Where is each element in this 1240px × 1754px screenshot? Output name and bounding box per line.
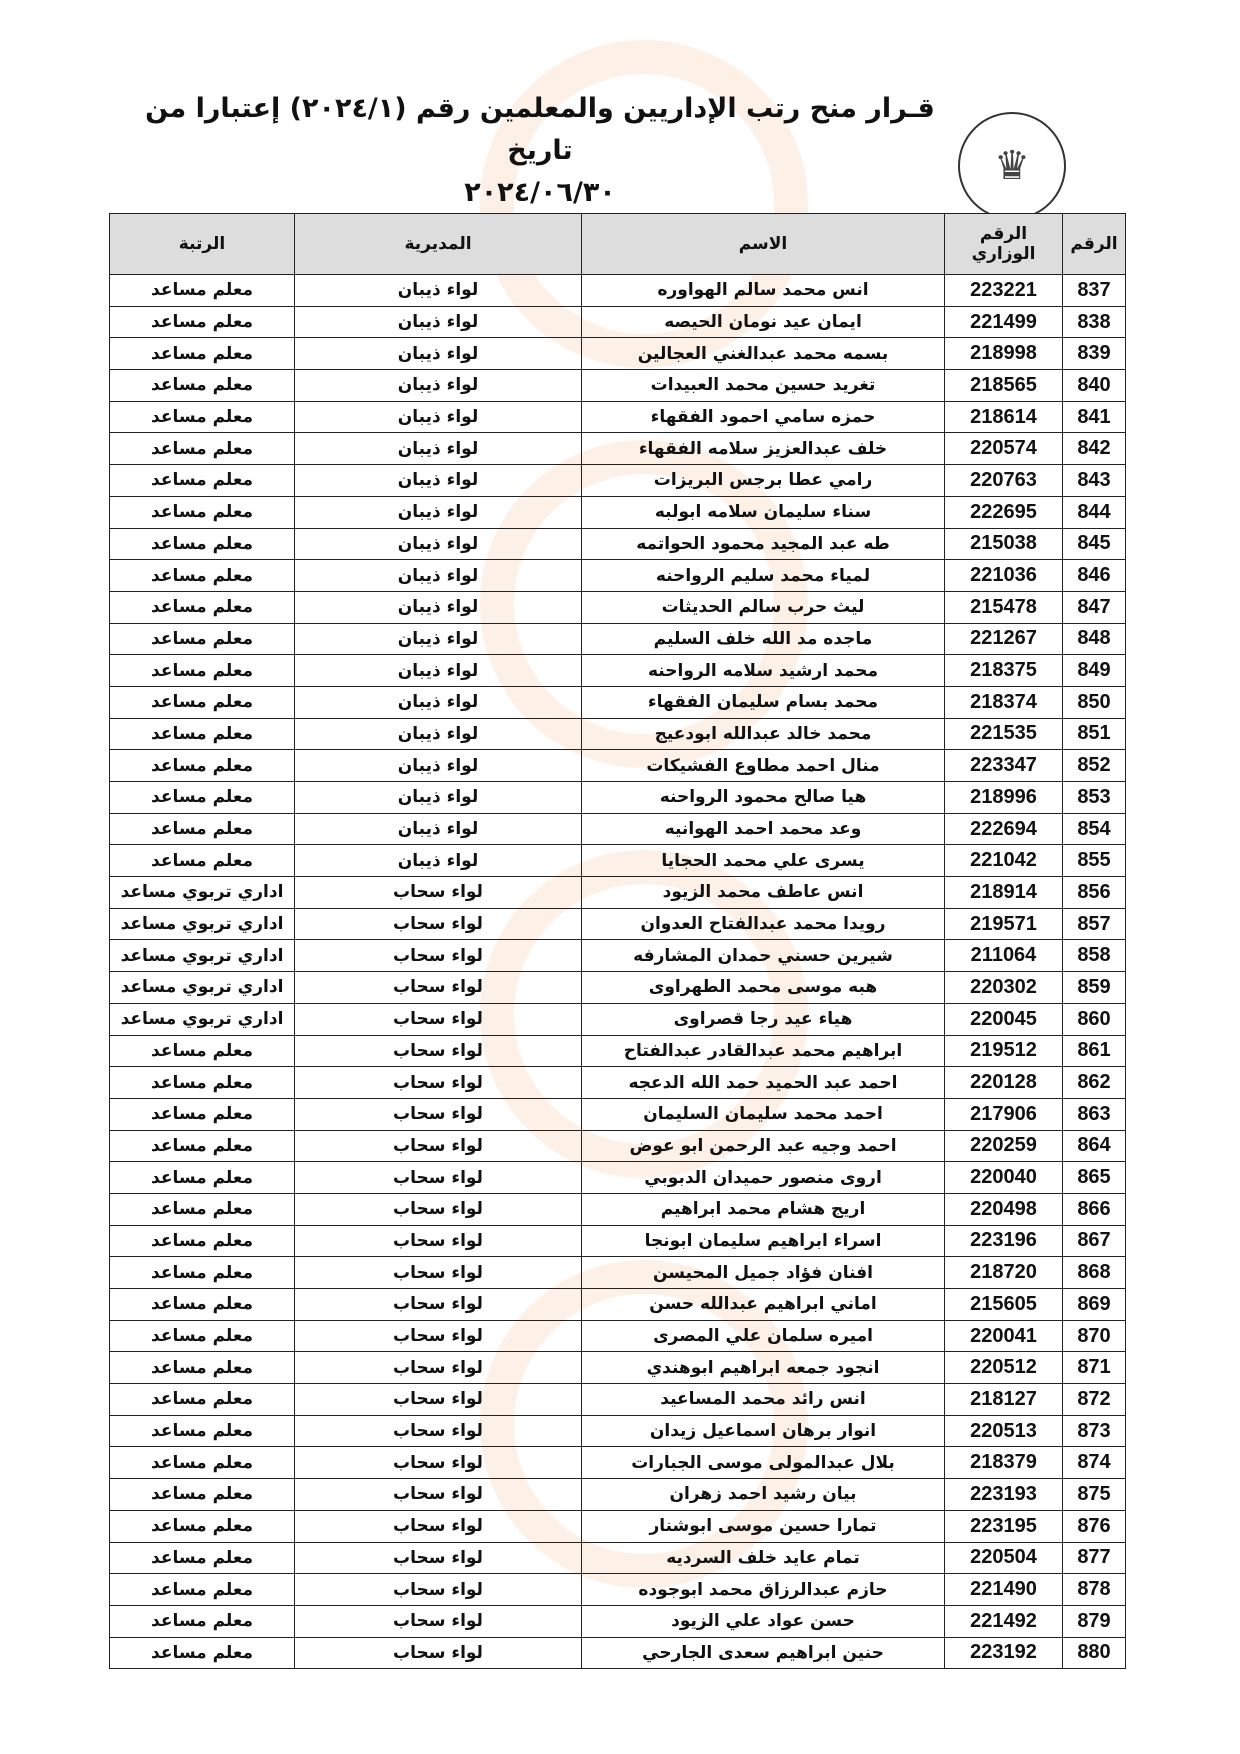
- employee-name-cell: احمد محمد سليمان السليمان: [582, 1098, 945, 1130]
- row-number-cell: 867: [1063, 1225, 1126, 1257]
- employee-name-cell: ماجده مد الله خلف السليم: [582, 623, 945, 655]
- table-row: [110, 750, 1126, 782]
- row-number-cell: 840: [1063, 370, 1126, 402]
- rank-cell: معلم مساعد: [110, 782, 295, 814]
- directorate-cell: لواء سحاب: [295, 1098, 582, 1130]
- ministry-id-cell: 221499: [945, 306, 1063, 338]
- row-number-cell: 868: [1063, 1257, 1126, 1289]
- row-number-cell: 866: [1063, 1193, 1126, 1225]
- rank-cell: معلم مساعد: [110, 1542, 295, 1574]
- rank-cell: اداري تربوي مساعد: [110, 877, 295, 909]
- ministry-id-cell: 222695: [945, 496, 1063, 528]
- employee-name-cell: محمد ارشيد سلامه الرواحنه: [582, 655, 945, 687]
- rank-cell: معلم مساعد: [110, 528, 295, 560]
- rank-cell: معلم مساعد: [110, 1320, 295, 1352]
- table-row: [110, 1447, 1126, 1479]
- table-row: [110, 972, 1126, 1004]
- row-number-cell: 847: [1063, 591, 1126, 623]
- employee-name-cell: اماني ابراهيم عبدالله حسن: [582, 1289, 945, 1321]
- ministry-id-cell: 219571: [945, 908, 1063, 940]
- table-row: [110, 1289, 1126, 1321]
- rank-cell: معلم مساعد: [110, 275, 295, 307]
- rank-cell: معلم مساعد: [110, 1574, 295, 1606]
- document-title: [140, 88, 940, 214]
- row-number-cell: 871: [1063, 1352, 1126, 1384]
- ministry-id-cell: 218379: [945, 1447, 1063, 1479]
- row-number-cell: 877: [1063, 1542, 1126, 1574]
- table-row: [110, 908, 1126, 940]
- rank-cell: معلم مساعد: [110, 845, 295, 877]
- employee-name-cell: تمارا حسين موسى ابوشنار: [582, 1510, 945, 1542]
- rank-cell: معلم مساعد: [110, 370, 295, 402]
- directorate-cell: لواء سحاب: [295, 1479, 582, 1511]
- ministry-id-cell: 215478: [945, 591, 1063, 623]
- table-row: [110, 1257, 1126, 1289]
- row-number-cell: 859: [1063, 972, 1126, 1004]
- employee-name-cell: لمياء محمد سليم الرواحنه: [582, 560, 945, 592]
- rank-cell: معلم مساعد: [110, 1257, 295, 1289]
- ministry-id-cell: 220302: [945, 972, 1063, 1004]
- row-number-cell: 873: [1063, 1415, 1126, 1447]
- rank-cell: اداري تربوي مساعد: [110, 908, 295, 940]
- table-row: [110, 813, 1126, 845]
- row-number-cell: 846: [1063, 560, 1126, 592]
- row-number-cell: 841: [1063, 401, 1126, 433]
- rank-cell: معلم مساعد: [110, 1193, 295, 1225]
- row-number-cell: 876: [1063, 1510, 1126, 1542]
- table-row: [110, 655, 1126, 687]
- row-number-cell: 864: [1063, 1130, 1126, 1162]
- row-number-cell: 870: [1063, 1320, 1126, 1352]
- table-row: [110, 591, 1126, 623]
- rank-cell: معلم مساعد: [110, 338, 295, 370]
- title-date: ٢٠٢٤/٠٦/٣٠: [464, 177, 616, 208]
- table-row: [110, 1542, 1126, 1574]
- ministry-id-cell: 220574: [945, 433, 1063, 465]
- rank-cell: معلم مساعد: [110, 1384, 295, 1416]
- ministry-id-cell: 218996: [945, 782, 1063, 814]
- directorate-cell: لواء سحاب: [295, 1035, 582, 1067]
- table-row: [110, 1510, 1126, 1542]
- ministry-id-cell: 223192: [945, 1637, 1063, 1669]
- row-number-cell: 838: [1063, 306, 1126, 338]
- column-header-directorate: المديرية: [295, 214, 582, 275]
- rank-cell: معلم مساعد: [110, 465, 295, 497]
- directorate-cell: لواء ذيبان: [295, 782, 582, 814]
- table-row: [110, 1003, 1126, 1035]
- row-number-cell: 850: [1063, 686, 1126, 718]
- row-number-cell: 852: [1063, 750, 1126, 782]
- rank-cell: معلم مساعد: [110, 1035, 295, 1067]
- table-row: [110, 1352, 1126, 1384]
- employee-name-cell: رويدا محمد عبدالفتاح العدوان: [582, 908, 945, 940]
- employee-name-cell: بيان رشيد احمد زهران: [582, 1479, 945, 1511]
- employee-name-cell: ابراهيم محمد عبدالقادر عبدالفتاح: [582, 1035, 945, 1067]
- directorate-cell: لواء سحاب: [295, 1542, 582, 1574]
- row-number-cell: 851: [1063, 718, 1126, 750]
- directorate-cell: لواء سحاب: [295, 1162, 582, 1194]
- table-row: [110, 782, 1126, 814]
- directorate-cell: لواء سحاب: [295, 1415, 582, 1447]
- directorate-cell: لواء ذيبان: [295, 306, 582, 338]
- row-number-cell: 839: [1063, 338, 1126, 370]
- table-row: [110, 1162, 1126, 1194]
- table-row: [110, 940, 1126, 972]
- rank-cell: معلم مساعد: [110, 1447, 295, 1479]
- employee-name-cell: يسرى علي محمد الحجايا: [582, 845, 945, 877]
- employee-name-cell: اريج هشام محمد ابراهيم: [582, 1193, 945, 1225]
- ranks-table: [109, 213, 1126, 1669]
- table-row: [110, 1637, 1126, 1669]
- row-number-cell: 860: [1063, 1003, 1126, 1035]
- ministry-id-cell: 220040: [945, 1162, 1063, 1194]
- rank-cell: معلم مساعد: [110, 1289, 295, 1321]
- employee-name-cell: انس محمد سالم الهواوره: [582, 275, 945, 307]
- ministry-id-cell: 222694: [945, 813, 1063, 845]
- ministry-id-cell: 221042: [945, 845, 1063, 877]
- row-number-cell: 858: [1063, 940, 1126, 972]
- directorate-cell: لواء سحاب: [295, 1130, 582, 1162]
- row-number-cell: 872: [1063, 1384, 1126, 1416]
- table-row: [110, 1605, 1126, 1637]
- directorate-cell: لواء سحاب: [295, 1225, 582, 1257]
- directorate-cell: لواء ذيبان: [295, 623, 582, 655]
- employee-name-cell: بلال عبدالمولى موسى الجبارات: [582, 1447, 945, 1479]
- table-row: [110, 1415, 1126, 1447]
- ministry-id-cell: 218374: [945, 686, 1063, 718]
- employee-name-cell: انس رائد محمد المساعيد: [582, 1384, 945, 1416]
- rank-cell: معلم مساعد: [110, 1479, 295, 1511]
- ministry-id-cell: 218998: [945, 338, 1063, 370]
- table-row: [110, 338, 1126, 370]
- employee-name-cell: شيرين حسني حمدان المشارفه: [582, 940, 945, 972]
- rank-cell: معلم مساعد: [110, 1605, 295, 1637]
- row-number-cell: 856: [1063, 877, 1126, 909]
- directorate-cell: لواء سحاب: [295, 1605, 582, 1637]
- employee-name-cell: هيا صالح محمود الرواحنه: [582, 782, 945, 814]
- rank-cell: معلم مساعد: [110, 306, 295, 338]
- column-header-name: الاسم: [582, 214, 945, 275]
- ministry-id-cell: 220513: [945, 1415, 1063, 1447]
- directorate-cell: لواء سحاب: [295, 1067, 582, 1099]
- directorate-cell: لواء سحاب: [295, 1574, 582, 1606]
- employee-name-cell: احمد وجيه عبد الرحمن ابو عوض: [582, 1130, 945, 1162]
- table-row: [110, 686, 1126, 718]
- directorate-cell: لواء سحاب: [295, 1289, 582, 1321]
- row-number-cell: 880: [1063, 1637, 1126, 1669]
- column-header-number: الرقم: [1063, 214, 1126, 275]
- ministry-id-cell: 221535: [945, 718, 1063, 750]
- title-line-1: قـرار منح رتب الإداريين والمعلمين رقم (٢٠٢٤/١) إعتبارا من تاريخ: [145, 93, 935, 166]
- ministry-id-cell: 215605: [945, 1289, 1063, 1321]
- rank-cell: معلم مساعد: [110, 401, 295, 433]
- table-row: [110, 306, 1126, 338]
- directorate-cell: لواء ذيبان: [295, 718, 582, 750]
- directorate-cell: لواء سحاب: [295, 1003, 582, 1035]
- table-row: [110, 1384, 1126, 1416]
- directorate-cell: لواء سحاب: [295, 877, 582, 909]
- ministry-id-cell: 211064: [945, 940, 1063, 972]
- directorate-cell: لواء سحاب: [295, 940, 582, 972]
- row-number-cell: 879: [1063, 1605, 1126, 1637]
- directorate-cell: لواء ذيبان: [295, 750, 582, 782]
- directorate-cell: لواء سحاب: [295, 1320, 582, 1352]
- employee-name-cell: حنين ابراهيم سعدى الجارحي: [582, 1637, 945, 1669]
- table-row: [110, 623, 1126, 655]
- ministry-id-cell: 215038: [945, 528, 1063, 560]
- ministry-id-cell: 221492: [945, 1605, 1063, 1637]
- row-number-cell: 857: [1063, 908, 1126, 940]
- row-number-cell: 837: [1063, 275, 1126, 307]
- ministry-id-cell: 223347: [945, 750, 1063, 782]
- rank-cell: معلم مساعد: [110, 1130, 295, 1162]
- employee-name-cell: خلف عبدالعزيز سلامه الفقهاء: [582, 433, 945, 465]
- row-number-cell: 861: [1063, 1035, 1126, 1067]
- employee-name-cell: اميره سلمان علي المصرى: [582, 1320, 945, 1352]
- row-number-cell: 855: [1063, 845, 1126, 877]
- ministry-id-cell: 220763: [945, 465, 1063, 497]
- rank-cell: اداري تربوي مساعد: [110, 940, 295, 972]
- directorate-cell: لواء ذيبان: [295, 465, 582, 497]
- employee-name-cell: ايمان عيد نومان الحيصه: [582, 306, 945, 338]
- employee-name-cell: محمد خالد عبدالله ابودعيج: [582, 718, 945, 750]
- ministry-id-cell: 220512: [945, 1352, 1063, 1384]
- table-row: [110, 433, 1126, 465]
- ministry-id-cell: 221490: [945, 1574, 1063, 1606]
- directorate-cell: لواء ذيبان: [295, 655, 582, 687]
- rank-cell: معلم مساعد: [110, 1510, 295, 1542]
- directorate-cell: لواء ذيبان: [295, 496, 582, 528]
- rank-cell: معلم مساعد: [110, 686, 295, 718]
- table-header-row: [110, 214, 1126, 275]
- ministry-id-cell: 223195: [945, 1510, 1063, 1542]
- row-number-cell: 865: [1063, 1162, 1126, 1194]
- row-number-cell: 863: [1063, 1098, 1126, 1130]
- employee-name-cell: منال احمد مطاوع الفشيكات: [582, 750, 945, 782]
- rank-cell: معلم مساعد: [110, 1415, 295, 1447]
- directorate-cell: لواء ذيبان: [295, 560, 582, 592]
- ministry-id-cell: 221036: [945, 560, 1063, 592]
- directorate-cell: لواء ذيبان: [295, 338, 582, 370]
- rank-cell: اداري تربوي مساعد: [110, 1003, 295, 1035]
- employee-name-cell: هياء عيد رجا قصراوى: [582, 1003, 945, 1035]
- table-row: [110, 1035, 1126, 1067]
- ministry-id-cell: 220045: [945, 1003, 1063, 1035]
- column-header-ministry-id: الرقم الوزاري: [945, 214, 1063, 275]
- table-row: [110, 1320, 1126, 1352]
- employee-name-cell: وعد محمد احمد الهوانيه: [582, 813, 945, 845]
- ministry-id-cell: 223193: [945, 1479, 1063, 1511]
- row-number-cell: 862: [1063, 1067, 1126, 1099]
- row-number-cell: 853: [1063, 782, 1126, 814]
- rank-cell: معلم مساعد: [110, 623, 295, 655]
- rank-cell: معلم مساعد: [110, 655, 295, 687]
- employee-name-cell: حمزه سامي احمود الفقهاء: [582, 401, 945, 433]
- employee-name-cell: محمد بسام سليمان الفقهاء: [582, 686, 945, 718]
- directorate-cell: لواء سحاب: [295, 1384, 582, 1416]
- ministry-id-cell: 218565: [945, 370, 1063, 402]
- table-row: [110, 401, 1126, 433]
- row-number-cell: 854: [1063, 813, 1126, 845]
- employee-name-cell: ليث حرب سالم الحديثات: [582, 591, 945, 623]
- rank-cell: معلم مساعد: [110, 1225, 295, 1257]
- directorate-cell: لواء ذيبان: [295, 401, 582, 433]
- directorate-cell: لواء سحاب: [295, 1193, 582, 1225]
- employee-name-cell: سناء سليمان سلامه ابولبه: [582, 496, 945, 528]
- row-number-cell: 874: [1063, 1447, 1126, 1479]
- ministry-id-cell: 223196: [945, 1225, 1063, 1257]
- ministry-id-cell: 218127: [945, 1384, 1063, 1416]
- table-row: [110, 1479, 1126, 1511]
- employee-name-cell: انوار برهان اسماعيل زيدان: [582, 1415, 945, 1447]
- ministry-id-cell: 220498: [945, 1193, 1063, 1225]
- column-header-rank: الرتبة: [110, 214, 295, 275]
- directorate-cell: لواء سحاب: [295, 1447, 582, 1479]
- row-number-cell: 869: [1063, 1289, 1126, 1321]
- table-row: [110, 496, 1126, 528]
- directorate-cell: لواء سحاب: [295, 1257, 582, 1289]
- row-number-cell: 878: [1063, 1574, 1126, 1606]
- directorate-cell: لواء سحاب: [295, 1510, 582, 1542]
- table-row: [110, 560, 1126, 592]
- directorate-cell: لواء سحاب: [295, 1352, 582, 1384]
- employee-name-cell: احمد عبد الحميد حمد الله الدعجه: [582, 1067, 945, 1099]
- ministry-id-cell: 220259: [945, 1130, 1063, 1162]
- ministry-id-cell: 218614: [945, 401, 1063, 433]
- table-row: [110, 1574, 1126, 1606]
- employee-name-cell: حسن عواد علي الزيود: [582, 1605, 945, 1637]
- rank-cell: معلم مساعد: [110, 1637, 295, 1669]
- rank-cell: معلم مساعد: [110, 750, 295, 782]
- ministry-seal-logo: ♛: [958, 112, 1066, 220]
- directorate-cell: لواء ذيبان: [295, 370, 582, 402]
- rank-cell: معلم مساعد: [110, 591, 295, 623]
- employee-name-cell: حازم عبدالرزاق محمد ابوجوده: [582, 1574, 945, 1606]
- employee-name-cell: طه عبد المجيد محمود الحواتمه: [582, 528, 945, 560]
- ministry-id-cell: 223221: [945, 275, 1063, 307]
- table-row: [110, 528, 1126, 560]
- ministry-id-cell: 219512: [945, 1035, 1063, 1067]
- ministry-id-cell: 217906: [945, 1098, 1063, 1130]
- table-row: [110, 370, 1126, 402]
- employee-name-cell: افنان فؤاد جميل المحيسن: [582, 1257, 945, 1289]
- rank-cell: اداري تربوي مساعد: [110, 972, 295, 1004]
- directorate-cell: لواء ذيبان: [295, 528, 582, 560]
- rank-cell: معلم مساعد: [110, 718, 295, 750]
- ministry-id-cell: 220128: [945, 1067, 1063, 1099]
- table-row: [110, 1225, 1126, 1257]
- table-row: [110, 1067, 1126, 1099]
- table-row: [110, 718, 1126, 750]
- rank-cell: معلم مساعد: [110, 496, 295, 528]
- row-number-cell: 844: [1063, 496, 1126, 528]
- ministry-id-cell: 218720: [945, 1257, 1063, 1289]
- employee-name-cell: اسراء ابراهيم سليمان ابونجا: [582, 1225, 945, 1257]
- rank-cell: معلم مساعد: [110, 1162, 295, 1194]
- rank-cell: معلم مساعد: [110, 560, 295, 592]
- employee-name-cell: اروى منصور حميدان الدبوبي: [582, 1162, 945, 1194]
- directorate-cell: لواء ذيبان: [295, 591, 582, 623]
- ministry-id-cell: 218914: [945, 877, 1063, 909]
- row-number-cell: 848: [1063, 623, 1126, 655]
- directorate-cell: لواء ذيبان: [295, 813, 582, 845]
- row-number-cell: 875: [1063, 1479, 1126, 1511]
- employee-name-cell: تمام عايد خلف السرديه: [582, 1542, 945, 1574]
- employee-name-cell: تغريد حسين محمد العبيدات: [582, 370, 945, 402]
- ministry-id-cell: 220041: [945, 1320, 1063, 1352]
- employee-name-cell: هبه موسى محمد الطهراوى: [582, 972, 945, 1004]
- table-row: [110, 877, 1126, 909]
- directorate-cell: لواء سحاب: [295, 908, 582, 940]
- table-row: [110, 1098, 1126, 1130]
- table-row: [110, 465, 1126, 497]
- ministry-id-cell: 220504: [945, 1542, 1063, 1574]
- rank-cell: معلم مساعد: [110, 1352, 295, 1384]
- employee-name-cell: بسمه محمد عبدالغني العجالين: [582, 338, 945, 370]
- rank-cell: معلم مساعد: [110, 1067, 295, 1099]
- ministry-id-cell: 218375: [945, 655, 1063, 687]
- row-number-cell: 843: [1063, 465, 1126, 497]
- row-number-cell: 842: [1063, 433, 1126, 465]
- table-row: [110, 1193, 1126, 1225]
- directorate-cell: لواء ذيبان: [295, 433, 582, 465]
- ministry-id-cell: 221267: [945, 623, 1063, 655]
- rank-cell: معلم مساعد: [110, 813, 295, 845]
- employee-name-cell: انس عاطف محمد الزيود: [582, 877, 945, 909]
- employee-name-cell: رامي عطا برجس البريزات: [582, 465, 945, 497]
- directorate-cell: لواء ذيبان: [295, 686, 582, 718]
- directorate-cell: لواء سحاب: [295, 972, 582, 1004]
- table-row: [110, 275, 1126, 307]
- rank-cell: معلم مساعد: [110, 433, 295, 465]
- table-row: [110, 1130, 1126, 1162]
- row-number-cell: 849: [1063, 655, 1126, 687]
- directorate-cell: لواء ذيبان: [295, 275, 582, 307]
- row-number-cell: 845: [1063, 528, 1126, 560]
- directorate-cell: لواء سحاب: [295, 1637, 582, 1669]
- rank-cell: معلم مساعد: [110, 1098, 295, 1130]
- table-row: [110, 845, 1126, 877]
- employee-name-cell: انجود جمعه ابراهيم ابوهندي: [582, 1352, 945, 1384]
- directorate-cell: لواء ذيبان: [295, 845, 582, 877]
